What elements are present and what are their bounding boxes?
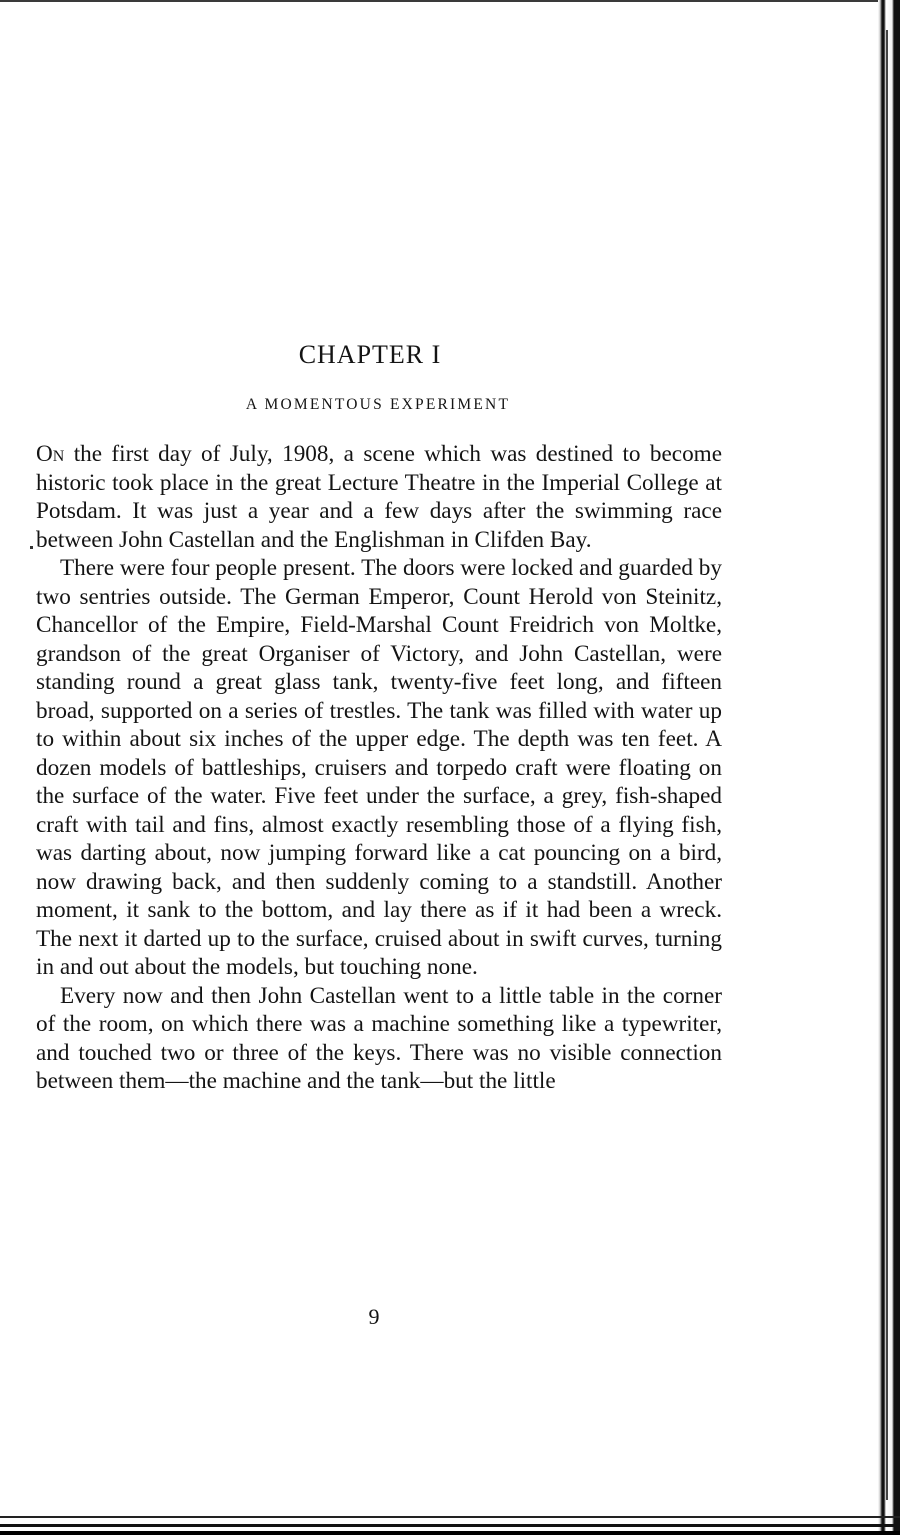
page-top-edge — [0, 0, 890, 2]
chapter-subtitle: A MOMENTOUS EXPERIMENT — [245, 396, 511, 413]
paragraph-2: There were four people present. The doors were locked and guarded by two sentries outside. The German Emperor, Count Herold von Steinitz, Chancellor of the Empire, Field-Marshal Count Freidrich von Moltke, grandson of the great Organiser of Victory, and John Castellan, were standing round a great glass tank, twenty-five feet long, and fifteen broad, supported on a series of trestles. The tank was filled with water up to within about six inches of the upper edge. The depth was ten feet. A dozen models of battleships, cruisers and torpedo craft were floating on the surface of the water. Five feet under the surface, a grey, fish-shaped craft with tail and fins, almost exactly resembling those of a flying fish, was darting about, now jumping forward like a cat pouncing on a bird, now drawing back, and then suddenly coming to a standstill. Another moment, it sank to the bottom, and lay there as if it had been a wreck. The next it darted up to the surface, cruised about in swift curves, turning in and out about the models, but touching none. — [36, 555, 722, 980]
margin-mark — [30, 546, 33, 549]
chapter-title: CHAPTER I — [298, 340, 442, 369]
page-bottom-edge — [0, 1500, 900, 1535]
page-number: 9 — [368, 1304, 380, 1329]
paragraph-1-text: the first day of July, 1908, a scene which was destined to become historic took place in the great Lecture Theatre in the Imperial College at Potsdam. It was just a year and a few days after the swimming race between John Castellan and the Englishman in Clifden Bay. — [36, 441, 722, 553]
chapter-body — [36, 440, 722, 1096]
opening-word: On — [36, 441, 65, 467]
page-right-edge — [878, 0, 900, 1535]
paragraph-1 — [36, 440, 722, 554]
paragraph-3: Every now and then John Castellan went to a little table in the corner of the room, on which there was a machine something like a typewriter, and touched two or three of the keys. There was no visible connection between them—the machine and the tank—but the little — [36, 982, 722, 1094]
page-right-edge-line — [886, 30, 888, 1500]
